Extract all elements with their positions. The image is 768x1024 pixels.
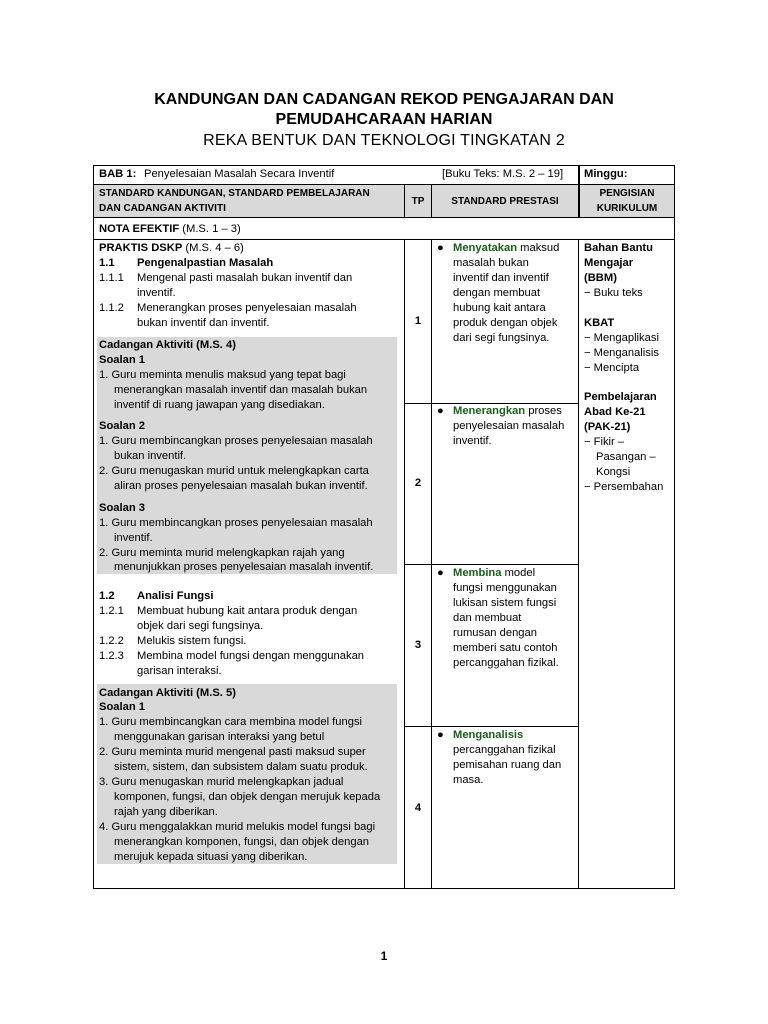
section-title: Analisi Fungsi [137,590,214,602]
tp-number: 2 [414,477,422,489]
col-header-pengisian-line2: KURIKULUM [596,203,658,214]
bullet-icon: ● [437,567,444,579]
kurikulum-item: − Mengaplikasi [584,332,659,344]
nota-pages: (M.S. 1 – 3) [182,223,241,235]
soalan-label: Soalan 1 [99,354,146,366]
soalan-label: Soalan 3 [99,502,146,514]
prestasi-text: hubung kait antara [453,302,546,314]
activity-text: inventif di ruang jawapan yang disediakan. [114,399,325,411]
subsection-text: Membina model fungsi dengan menggunakan [137,650,365,662]
activity-text: menggunakan garisan interaksi yang betul [114,731,325,743]
kurikulum-item: − Buku teks [584,287,643,299]
bab-title: Penyelesaian Masalah Secara Inventif [144,168,335,180]
activity-text: 1. Guru membincangkan proses penyelesaian masalah [99,435,373,447]
kurikulum-item: − Persembahan [584,481,664,493]
praktis-label: PRAKTIS DSKP [99,242,183,254]
subsection-text: objek dari segi fungsinya. [137,620,264,632]
subsection-number: 1.2.3 [99,650,124,662]
prestasi-text: lukisan sistem fungsi [453,597,557,609]
bullet-icon: ● [437,242,444,254]
subsection-number: 1.2.2 [99,635,124,647]
subsection-text: Menerangkan proses penyelesaian masalah [137,302,357,314]
kurikulum-heading: Abad Ke-21 [584,406,646,418]
soalan-label: Soalan 2 [99,420,146,432]
document-subtitle: REKA BENTUK DAN TEKNOLOGI TINGKATAN 2 [203,132,565,149]
col-header-tp: TP [411,196,425,207]
prestasi-text: memberi satu contoh [453,642,558,654]
bab-label: BAB 1: [99,168,137,180]
prestasi-verb: Menyatakan [453,242,518,254]
prestasi-text: proses [528,405,562,417]
subsection-number: 1.1.2 [99,302,124,314]
prestasi-verb: Membina [453,567,502,579]
bullet-icon: ● [437,729,444,741]
nota-label: NOTA EFEKTIF [99,223,180,235]
prestasi-text: masalah bukan [453,257,529,269]
kurikulum-heading: Pembelajaran [584,391,657,403]
activity-text: 2. Guru meminta murid melengkapkan rajah yang [99,547,345,559]
subsection-text: bukan inventif dan inventif. [137,317,270,329]
kurikulum-heading: (BBM) [584,272,617,284]
prestasi-text: pemisahan ruang dan [453,759,562,771]
section-number: 1.1 [99,257,115,269]
col-header-pengisian-line1: PENGISIAN [599,188,655,199]
subsection-text: Mengenal pasti masalah bukan inventif dan [137,272,353,284]
activity-text: komponen, fungsi, dan objek dengan merujuk kepada [114,791,381,803]
kurikulum-heading: Mengajar [584,257,634,269]
bullet-icon: ● [437,405,444,417]
kurikulum-heading: KBAT [584,317,615,329]
prestasi-text: dan membuat [453,612,522,624]
document-title-line2: PEMUDAHCARAAN HARIAN [275,111,493,128]
section-number: 1.2 [99,590,115,602]
subsection-text: Membuat hubung kait antara produk dengan [137,605,358,617]
activity-text: 2. Guru menugaskan murid untuk melengkapkan carta [99,465,369,477]
prestasi-text: penyelesaian masalah [453,420,565,432]
kurikulum-item: − Fikir – [584,436,625,448]
col-header-standard-line2: DAN CADANGAN AKTIVITI [99,203,226,214]
activity-text: 3. Guru menugaskan murid melengkapkan jadual [99,776,344,788]
prestasi-text: dari segi fungsinya. [453,332,550,344]
prestasi-text: inventif. [453,435,492,447]
soalan-label: Soalan 1 [99,701,146,713]
praktis-pages: (M.S. 4 – 6) [185,242,244,254]
nota-efektif [99,222,241,237]
page-number: 1 [380,949,388,963]
document-title-line1: KANDUNGAN DAN CADANGAN REKOD PENGAJARAN DAN [154,91,614,108]
prestasi-verb: Menganalisis [453,729,524,741]
prestasi-text: maksud [520,242,560,254]
cadangan-aktiviti-title: Cadangan Aktiviti (M.S. 4) [99,339,236,351]
kurikulum-item: − Menganalisis [584,347,659,359]
activity-text: aliran proses penyelesaian masalah bukan inventif. [114,480,368,492]
prestasi-text: fungsi menggunakan [453,582,557,594]
subsection-number: 1.1.1 [99,272,124,284]
kurikulum-heading: (PAK-21) [584,421,631,433]
prestasi-text: produk dengan objek [453,317,558,329]
activity-text: merujuk kepada situasi yang diberikan. [114,851,308,863]
activity-text: 1. Guru membincangkan cara membina model fungsi [99,716,363,728]
prestasi-verb: Menerangkan [453,405,526,417]
activity-text: menerangkan masalah inventif dan masalah bukan [114,384,368,396]
tp-number: 4 [414,802,422,814]
prestasi-text: model [504,567,536,579]
kurikulum-item: Pasangan – [596,451,656,463]
prestasi-text: percanggahan fizikal. [453,657,559,669]
prestasi-text: masa. [453,774,484,786]
minggu-label: Minggu: [584,168,628,180]
cadangan-aktiviti-title: Cadangan Aktiviti (M.S. 5) [99,687,236,699]
kurikulum-item: Kongsi [596,466,631,478]
subsection-text: inventif. [137,287,176,299]
subsection-number: 1.2.1 [99,605,124,617]
buku-teks: [Buku Teks: M.S. 2 – 19] [442,168,564,180]
subsection-text: garisan interaksi. [137,665,222,677]
activity-text: 2. Guru meminta murid mengenal pasti maksud super [99,746,366,758]
prestasi-text: percanggahan fizikal [453,744,556,756]
col-header-prestasi: STANDARD PRESTASI [451,196,559,207]
prestasi-text: dengan membuat [453,287,541,299]
activity-text: menerangkan komponen, fungsi, dan objek dengan [114,836,370,848]
prestasi-text: rumusan dengan [453,627,537,639]
tp-number: 3 [414,639,422,651]
activity-text: inventif. [114,532,153,544]
section-title: Pengenalpastian Masalah [137,257,274,269]
activity-text: 1. Guru membincangkan proses penyelesaian masalah [99,517,373,529]
col-header-standard-line1: STANDARD KANDUNGAN, STANDARD PEMBELAJARAN [99,188,370,199]
activity-text: menunjukkan proses penyelesaian masalah inventif. [114,561,374,573]
activity-text: bukan inventif. [114,450,187,462]
prestasi-line [453,404,562,419]
kurikulum-heading: Bahan Bantu [584,242,653,254]
prestasi-line [453,566,535,581]
activity-text: sistem, sistem, dan subsistem dalam suatu produk. [114,761,368,773]
activity-text: rajah yang diberikan. [114,806,218,818]
prestasi-text: inventif dan inventif [453,272,549,284]
activity-text: 4. Guru menggalakkan murid melukis model fungsi bagi [99,821,376,833]
kurikulum-item: − Mencipta [584,362,640,374]
subsection-text: Melukis sistem fungsi. [137,635,247,647]
tp-number: 1 [414,315,422,327]
praktis-dskp [99,241,244,256]
activity-text: 1. Guru meminta menulis maksud yang tepat bagi [99,369,346,381]
prestasi-line [453,241,559,256]
